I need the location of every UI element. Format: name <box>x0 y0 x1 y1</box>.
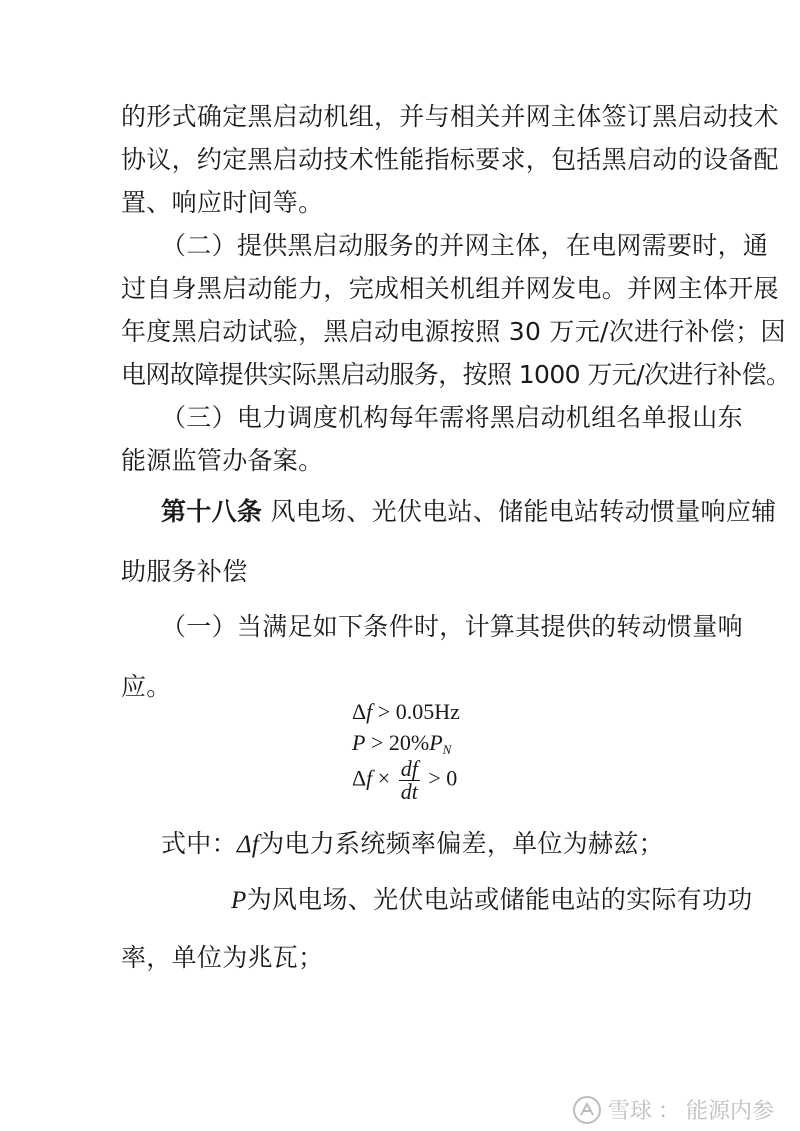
watermark <box>572 1094 774 1125</box>
condition-line-1: （一）当满足如下条件时，计算其提供的转动惯量响 <box>161 612 743 641</box>
snowball-logo-icon <box>572 1095 602 1125</box>
definition-delta-text: 为电力系统频率偏差，单位为赫兹； <box>259 829 664 858</box>
body-line-1: 的形式确定黑启动机组，并与相关并网主体签订黑启动技术 <box>121 102 779 131</box>
formula-2-P: P <box>352 730 366 755</box>
formula-1-delta: Δ <box>352 699 367 724</box>
formula-3 <box>352 758 457 803</box>
body-line-8: （三）电力调度机构每年需将黑启动机组名单报山东 <box>161 403 743 432</box>
condition-line-2: 应。 <box>121 672 172 701</box>
formula-1 <box>352 698 460 726</box>
formula-3-numerator: df <box>400 756 418 781</box>
formula-2-PN: P <box>429 730 443 755</box>
article-number: 第十八条 <box>161 497 263 526</box>
watermark-account: 能源内参 <box>685 1099 774 1124</box>
formula-3-delta: Δ <box>352 765 367 791</box>
formula-1-rest: > 0.05Hz <box>372 699 460 724</box>
formula-3-fraction <box>399 758 420 803</box>
body-line-4: （二）提供黑启动服务的并网主体，在电网需要时，通 <box>161 231 769 260</box>
watermark-separator: ： <box>657 1099 680 1124</box>
body-line-2: 协议，约定黑启动技术性能指标要求，包括黑启动的设备配 <box>121 145 779 174</box>
definition-delta-symbol: Δf <box>236 831 260 858</box>
formula-3-rest: > 0 <box>422 765 458 791</box>
definition-p-line1 <box>231 883 753 918</box>
body-line-7: 电网故障提供实际黑启动服务，按照 1000 万元/次进行补偿。 <box>121 360 791 389</box>
definition-prefix: 式中： <box>161 829 237 858</box>
body-line-5: 过自身黑启动能力，完成相关机组并网发电。并网主体开展 <box>121 274 779 303</box>
body-line-6: 年度黑启动试验，黑启动电源按照 30 万元/次进行补偿；因 <box>121 317 786 346</box>
article-heading <box>161 495 776 529</box>
definition-p-line2: 率，单位为兆瓦； <box>121 943 324 972</box>
definition-p-text: 为风电场、光伏电站或储能电站的实际有功功 <box>246 885 753 914</box>
formula-3-denominator: dt <box>400 779 418 804</box>
formula-3-times: × <box>372 765 396 791</box>
article-title-part1: 风电场、光伏电站、储能电站转动惯量响应辅 <box>270 497 777 526</box>
article-title-part2: 助服务补偿 <box>121 557 248 586</box>
formula-1-f: f <box>366 699 373 724</box>
formula-3-f: f <box>366 765 373 791</box>
watermark-brand: 雪球 <box>607 1099 652 1124</box>
formula-2-rest: > 20% <box>365 730 430 755</box>
body-line-3: 置、响应时间等。 <box>121 188 324 217</box>
formula-2-PN-sub: N <box>442 742 452 757</box>
definition-delta <box>161 827 664 862</box>
definition-p-symbol: P <box>231 887 247 914</box>
body-line-9: 能源监管办备案。 <box>121 446 324 475</box>
